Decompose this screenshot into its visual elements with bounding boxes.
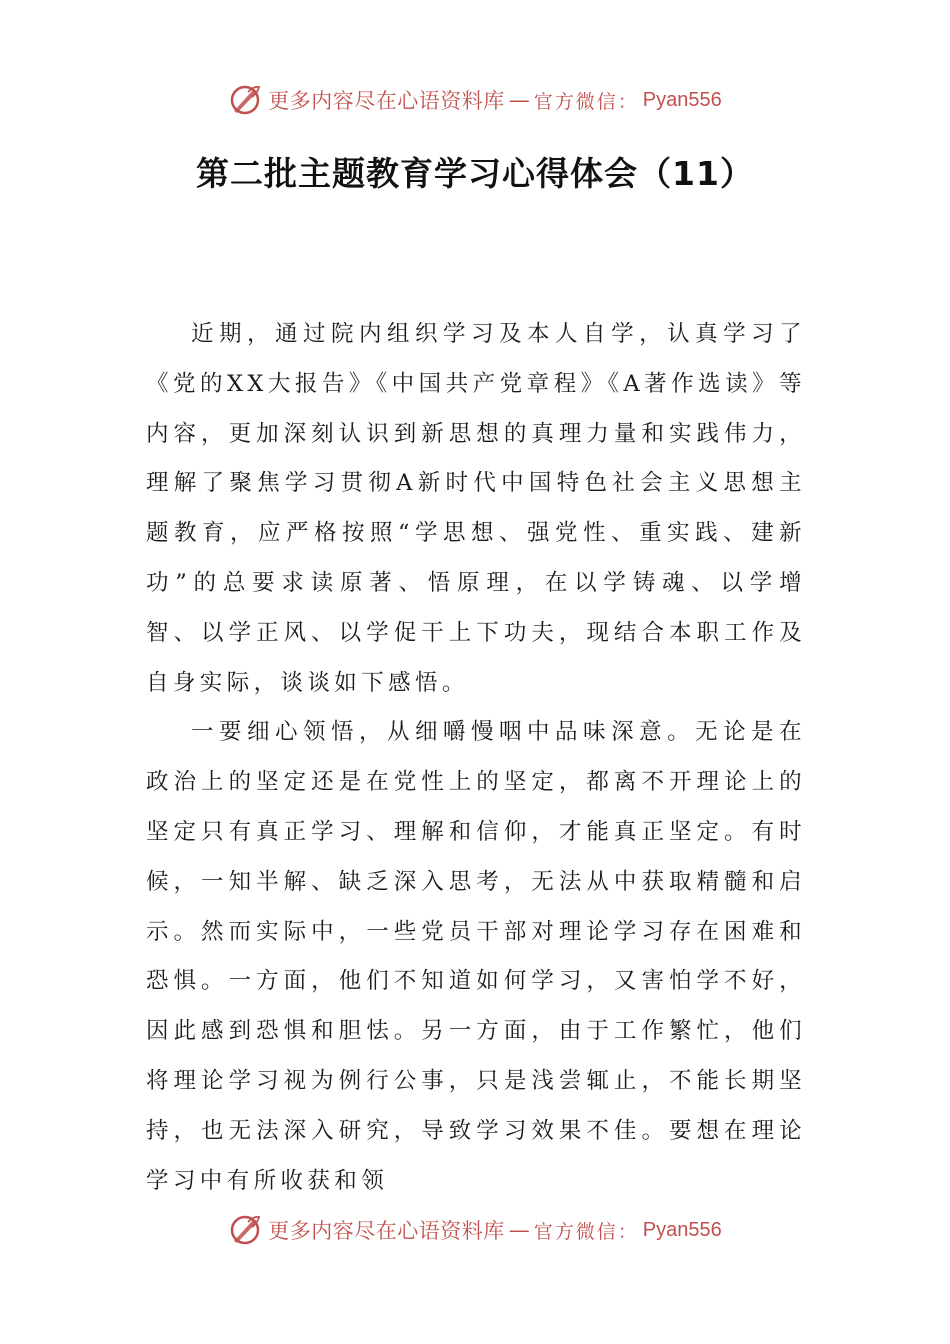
document-body (146, 310, 806, 1206)
banner-slogan: 更多内容尽在心语资料库 (268, 1219, 505, 1243)
banner-wechat-id: Pyan556 (642, 88, 722, 111)
document-title: 第二批主题教育学习心得体会（11） (196, 154, 754, 193)
body-paragraph: 一要细心领悟，从细嚼慢咽中品味深意。无论是在政治上的坚定还是在党性上的坚定，都离不开理论上的坚定只有真正学习、理解和信仰，才能真正坚定。有时候，一知半解、缺乏深入思考，无法从中获取精髓和启示。然而实际中，一些党员干部对理论学习存在困难和恐惧。一方面，他们不知道如何学习，又害怕学不好，因此感到恐惧和胆怯。另一方面，由于工作繁忙，他们将理论学习视为例行公事，只是浅尝辄止，不能长期坚持，也无法深入研究，导致学习效果不佳。要想在理论学习中有所收获和领 (146, 719, 806, 1194)
quill-pen-logo-icon (228, 1213, 262, 1247)
header-banner (0, 80, 950, 120)
banner-slogan: 更多内容尽在心语资料库 (268, 89, 505, 113)
banner-separator: — (508, 88, 530, 112)
banner-separator: — (508, 1218, 530, 1242)
banner-wechat-label: 官方微信： (533, 1220, 639, 1243)
banner-wechat-id: Pyan556 (642, 1218, 722, 1241)
banner-wechat-label: 官方微信： (533, 90, 639, 113)
quill-pen-logo-icon (228, 83, 262, 117)
body-paragraph: 近期，通过院内组织学习及本人自学，认真学习了《党的XX大报告》《中国共产党章程》《A著作选读》等内容，更加深刻认识到新思想的真理力量和实践伟力，理解了聚焦学习贯彻A新时代中国特色社会主义思想主题教育，应严格按照“学思想、强党性、重实践、建新功”的总要求读原著、悟原理，在以学铸魂、以学增智、以学正风、以学促干上下功夫，现结合本职工作及自身实际，谈谈如下感悟。 (146, 321, 806, 696)
footer-banner (0, 1210, 950, 1250)
